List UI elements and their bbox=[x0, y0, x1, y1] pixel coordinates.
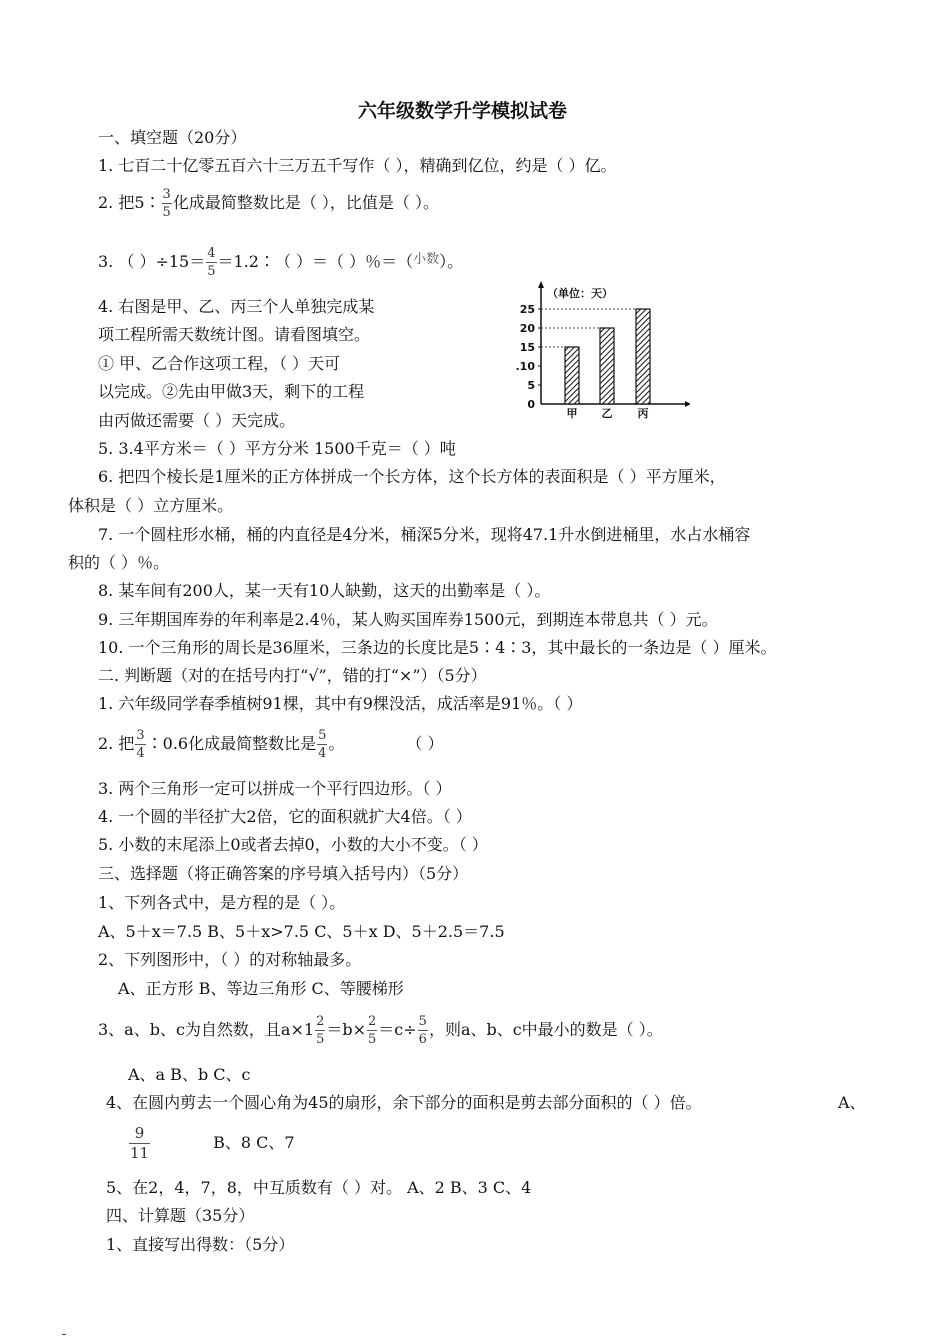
section-2-heading: 二. 判断题（对的在括号内打“√”，错的打“×”）（5分） bbox=[98, 666, 487, 685]
question-1-7-line-1: 7. 一个圆柱形水桶，桶的内直径是4分米，桶深5分米，现将47.1升水倒进桶里，水占水桶容 bbox=[98, 525, 751, 544]
q-text: ＝1.2∶（ ）＝（ ）％＝（ bbox=[217, 252, 414, 271]
y-tick-label: 15 bbox=[519, 341, 535, 354]
x-category-label: 丙 bbox=[637, 407, 649, 420]
q-text: ∶0.6化成最简整数比是 bbox=[146, 734, 317, 753]
q-text: 。 bbox=[328, 734, 345, 753]
frac-den: 5 bbox=[316, 1032, 325, 1047]
frac-den: 11 bbox=[130, 1144, 150, 1162]
fraction bbox=[367, 1013, 377, 1048]
question-3-5: 5、在2，4，7，8，中互质数有（ ）对。 A、2 B、3 C、4 bbox=[106, 1178, 532, 1197]
x-axis-arrow bbox=[685, 401, 690, 407]
question-2-1: 1. 六年级同学春季植树91棵，其中有9棵没活，成活率是91％。（ ） bbox=[98, 694, 583, 713]
section-4-heading: 四、计算题（35分） bbox=[106, 1206, 255, 1225]
section-1-heading: 一、填空题（20分） bbox=[98, 128, 247, 147]
bar-乙 bbox=[600, 328, 614, 404]
question-2-4: 4. 一个圆的半径扩大2倍，它的面积就扩大4倍。（ ） bbox=[98, 807, 472, 826]
q-text: ）。 bbox=[439, 252, 464, 271]
frac-den: 6 bbox=[418, 1032, 427, 1047]
frac-num: 2 bbox=[368, 1014, 377, 1029]
question-3-1-options: A、5＋x＝7.5 B、5＋x>7.5 C、5＋x D、5＋2.5＝7.5 bbox=[98, 922, 505, 941]
question-1-1: 1. 七百二十亿零五百六十三万五千写作（ ），精确到亿位，约是（ ）亿。 bbox=[98, 156, 617, 175]
q-text: 2. 把5∶ bbox=[98, 193, 161, 212]
frac-den: 4 bbox=[318, 746, 327, 761]
q-text: B、8 C、7 bbox=[213, 1133, 295, 1152]
q-text: 化成最简整数比是（ ），比值是（ ）。 bbox=[172, 193, 440, 212]
frac-den: 5 bbox=[162, 205, 171, 220]
question-1-6-line-1: 6. 把四个棱长是1厘米的正方体拼成一个长方体，这个长方体的表面积是（ ）平方厘米， bbox=[98, 467, 726, 486]
fraction bbox=[317, 727, 327, 762]
question-3-4-options bbox=[128, 1124, 295, 1163]
question-1-2 bbox=[98, 186, 439, 221]
question-1-7-line-2: 积的（ ）％。 bbox=[68, 553, 170, 572]
fraction bbox=[206, 245, 216, 280]
section-3-heading: 三、选择题（将正确答案的序号填入括号内）（5分） bbox=[98, 864, 469, 883]
question-1-9: 9. 三年期国库券的年利率是2.4％，某人购买国库券1500元，到期连本带息共（ ）元。 bbox=[98, 610, 718, 629]
question-1-4-line-2: 项工程所需天数统计图。请看图填空。 bbox=[98, 325, 371, 344]
question-1-4-line-5: 由丙做还需要（ ）天完成。 bbox=[98, 411, 296, 430]
frac-num: 9 bbox=[134, 1124, 145, 1142]
frac-num: 5 bbox=[418, 1014, 427, 1029]
y-tick-label: 25 bbox=[519, 303, 535, 316]
frac-den: 5 bbox=[368, 1032, 377, 1047]
q-text: ，则a、b、c中最小的数是（ ）。 bbox=[428, 1020, 663, 1039]
q-text: ＝b× bbox=[326, 1020, 366, 1039]
question-1-6-line-2: 体积是（ ）立方厘米。 bbox=[68, 496, 234, 515]
hint-text: 小数 bbox=[413, 252, 440, 267]
fraction bbox=[135, 727, 145, 762]
fraction bbox=[129, 1124, 150, 1163]
page-title: 六年级数学升学模拟试卷 bbox=[358, 100, 568, 122]
y-tick-label: 20 bbox=[519, 322, 535, 335]
question-4-1: 1、直接写出得数：（5分） bbox=[106, 1235, 295, 1254]
q-text: 2. 把 bbox=[98, 734, 135, 753]
question-3-4-option-a-label: A、 bbox=[838, 1093, 866, 1112]
frac-num: 3 bbox=[162, 187, 171, 202]
frac-den: 4 bbox=[136, 746, 145, 761]
bar-甲 bbox=[565, 347, 579, 404]
question-1-3 bbox=[98, 245, 463, 280]
y-tick-label: .10 bbox=[515, 360, 535, 373]
frac-num: 2 bbox=[316, 1014, 325, 1029]
x-category-label: 乙 bbox=[601, 407, 613, 420]
y-tick-label: 5 bbox=[527, 379, 535, 392]
bar-chart bbox=[505, 280, 690, 422]
answer-paren: （ ） bbox=[414, 734, 444, 753]
question-1-4-line-4: 以完成。②先由甲做3天，剩下的工程 bbox=[98, 382, 365, 401]
fraction bbox=[315, 1013, 325, 1048]
x-category-label: 甲 bbox=[566, 407, 578, 420]
question-3-1: 1、下列各式中，是方程的是（ ）。 bbox=[98, 893, 346, 912]
question-3-2-options: A、正方形 B、等边三角形 C、等腰梯形 bbox=[118, 979, 404, 998]
frac-num: 5 bbox=[318, 728, 327, 743]
bar-丙 bbox=[636, 309, 650, 404]
question-1-4-line-3: ① 甲、乙合作这项工程，（ ）天可 bbox=[98, 354, 341, 373]
question-2-2 bbox=[98, 727, 443, 762]
q-text: 3、a、b、c为自然数，且a×1 bbox=[98, 1020, 315, 1039]
question-3-4: 4、在圆内剪去一个圆心角为45的扇形，余下部分的面积是剪去部分面积的（ ）倍。 bbox=[106, 1093, 702, 1112]
question-1-10: 10. 一个三角形的周长是36厘米，三条边的长度比是5∶4∶3，其中最长的一条边是（ ）厘米。 bbox=[98, 638, 777, 657]
page-mark bbox=[62, 1334, 66, 1335]
q-text: ＝c÷ bbox=[378, 1020, 417, 1039]
y-tick-label: 0 bbox=[527, 398, 535, 411]
question-2-5: 5. 小数的末尾添上0或者去掉0，小数的大小不变。（ ） bbox=[98, 835, 488, 854]
question-3-2: 2、下列图形中，（ ）的对称轴最多。 bbox=[98, 950, 362, 969]
question-2-3: 3. 两个三角形一定可以拼成一个平行四边形。（ ） bbox=[98, 779, 452, 798]
chart-title: （单位：天） bbox=[547, 287, 613, 300]
frac-den: 5 bbox=[207, 264, 216, 279]
question-1-8: 8. 某车间有200人，某一天有10人缺勤，这天的出勤率是（ ）。 bbox=[98, 581, 551, 600]
fraction bbox=[418, 1013, 428, 1048]
y-axis-arrow bbox=[538, 281, 544, 288]
question-1-5: 5. 3.4平方米＝（ ）平方分米 1500千克＝（ ）吨 bbox=[98, 439, 456, 458]
question-3-3 bbox=[98, 1013, 663, 1048]
question-3-3-options: A、a B、b C、c bbox=[128, 1065, 251, 1084]
frac-num: 4 bbox=[207, 246, 216, 261]
q-text: 3. （ ）÷15＝ bbox=[98, 252, 206, 271]
fraction bbox=[162, 186, 172, 221]
question-1-4-line-1: 4. 右图是甲、乙、丙三个人单独完成某 bbox=[98, 297, 375, 316]
frac-num: 3 bbox=[136, 728, 145, 743]
